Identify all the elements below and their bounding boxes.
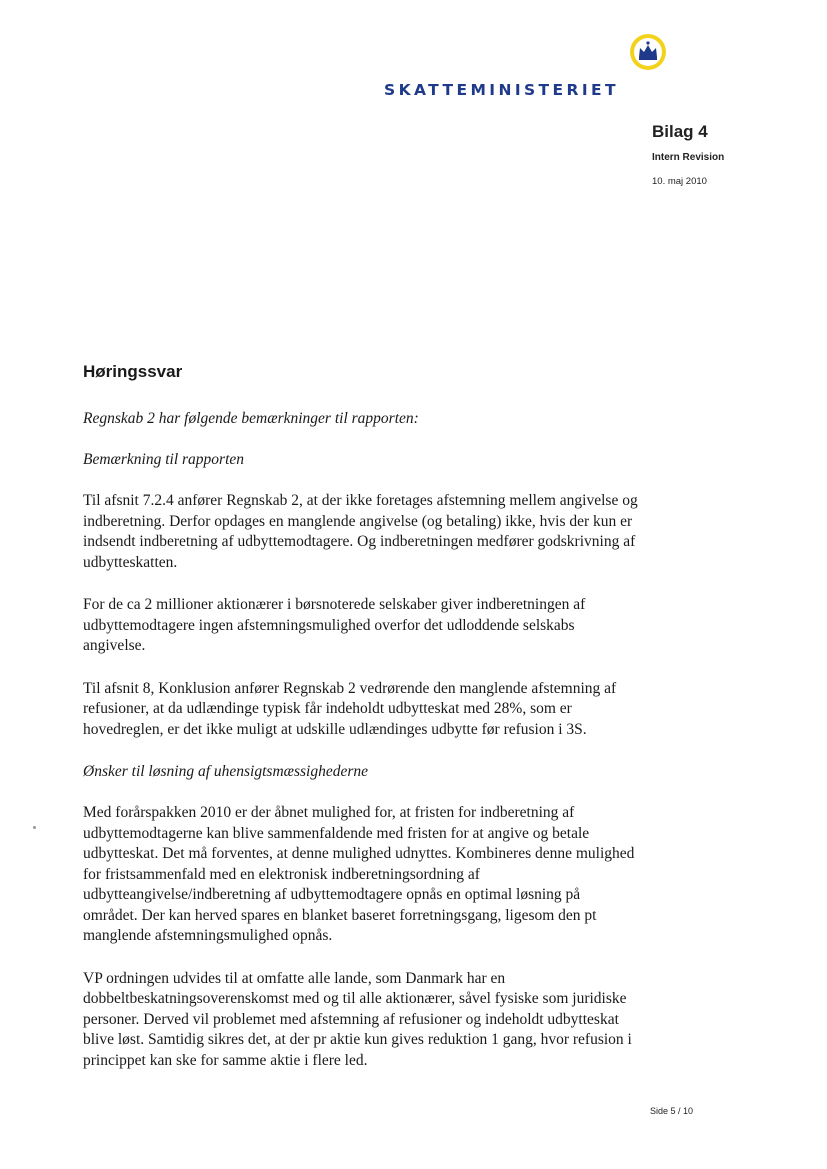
- paragraph: Til afsnit 8, Konklusion anfører Regnskab 2 vedrørende den manglende afstemning af refusioner, at da udlændinge typisk får indeholdt udbytteskat med 28%, som er hovedreglen, er det ikke muligt at udskille udlændinges udbytte før refusion i 3S.: [83, 679, 617, 738]
- paragraph: Til afsnit 7.2.4 anfører Regnskab 2, at der ikke foretages afstemning mellem angivelse og indberetning. Derfor opdages en manglende angivelse (og betaling) ikke, hvis der kun er indsendt indberetning af udbyttemodtagere. Og indberetningen medfører godskrivning af udbytteskatten.: [83, 492, 638, 571]
- document-body: [83, 409, 638, 1093]
- document-date: 10. maj 2010: [652, 176, 707, 187]
- paragraph: For de ca 2 millioner aktionærer i børsnoterede selskaber giver indberetningen af udbyttemodtagere ingen afstemningsmulighed overfor det udloddende selskabs angivelse.: [83, 596, 586, 654]
- section-heading-wishes: Ønsker til løsning af uhensigtsmæssighederne: [83, 763, 369, 780]
- margin-mark: [33, 826, 36, 829]
- page-title: Høringssvar: [83, 362, 183, 381]
- paragraph: VP ordningen udvides til at omfatte alle lande, som Danmark har en dobbeltbeskatningsoverenskomst med og til alle aktionærer, såvel fysiske som juridiske personer. Derved vil problemet med afstemning af refusioner og indeholdt udbytteskat blive løst. Samtidig sikres det, at der pr aktie kun gives reduktion 1 gang, hvor refusion i princippet kan ske for samme aktie i flere led.: [83, 969, 632, 1069]
- intro-line: Regnskab 2 har følgende bemærkninger til rapporten:: [83, 410, 419, 427]
- page-number: Side 5 / 10: [650, 1106, 694, 1116]
- crown-icon: [628, 30, 668, 74]
- section-heading-remarks: Bemærkning til rapporten: [83, 451, 245, 468]
- annex-label: Bilag 4: [652, 122, 708, 141]
- ministry-name: SKATTEMINISTERIET: [384, 81, 619, 99]
- unit-label: Intern Revision: [652, 152, 725, 163]
- paragraph: Med forårspakken 2010 er der åbnet mulighed for, at fristen for indberetning af udbyttemodtagerne kan blive sammenfaldende med fristen for at angive og betale udbytteskat. Det må forventes, at denne mulighed udnyttes. Kombineres denne mulighed for fristsammenfald med en elektronisk indberetningsordning af udbytteangivelse/indberetning af udbyttemodtagere opnås en optimal løsning på området. Der kan herved spares en blanket baseret forretningsgang, ligesom den pt manglende afstemningsmulighed opnås.: [83, 804, 635, 944]
